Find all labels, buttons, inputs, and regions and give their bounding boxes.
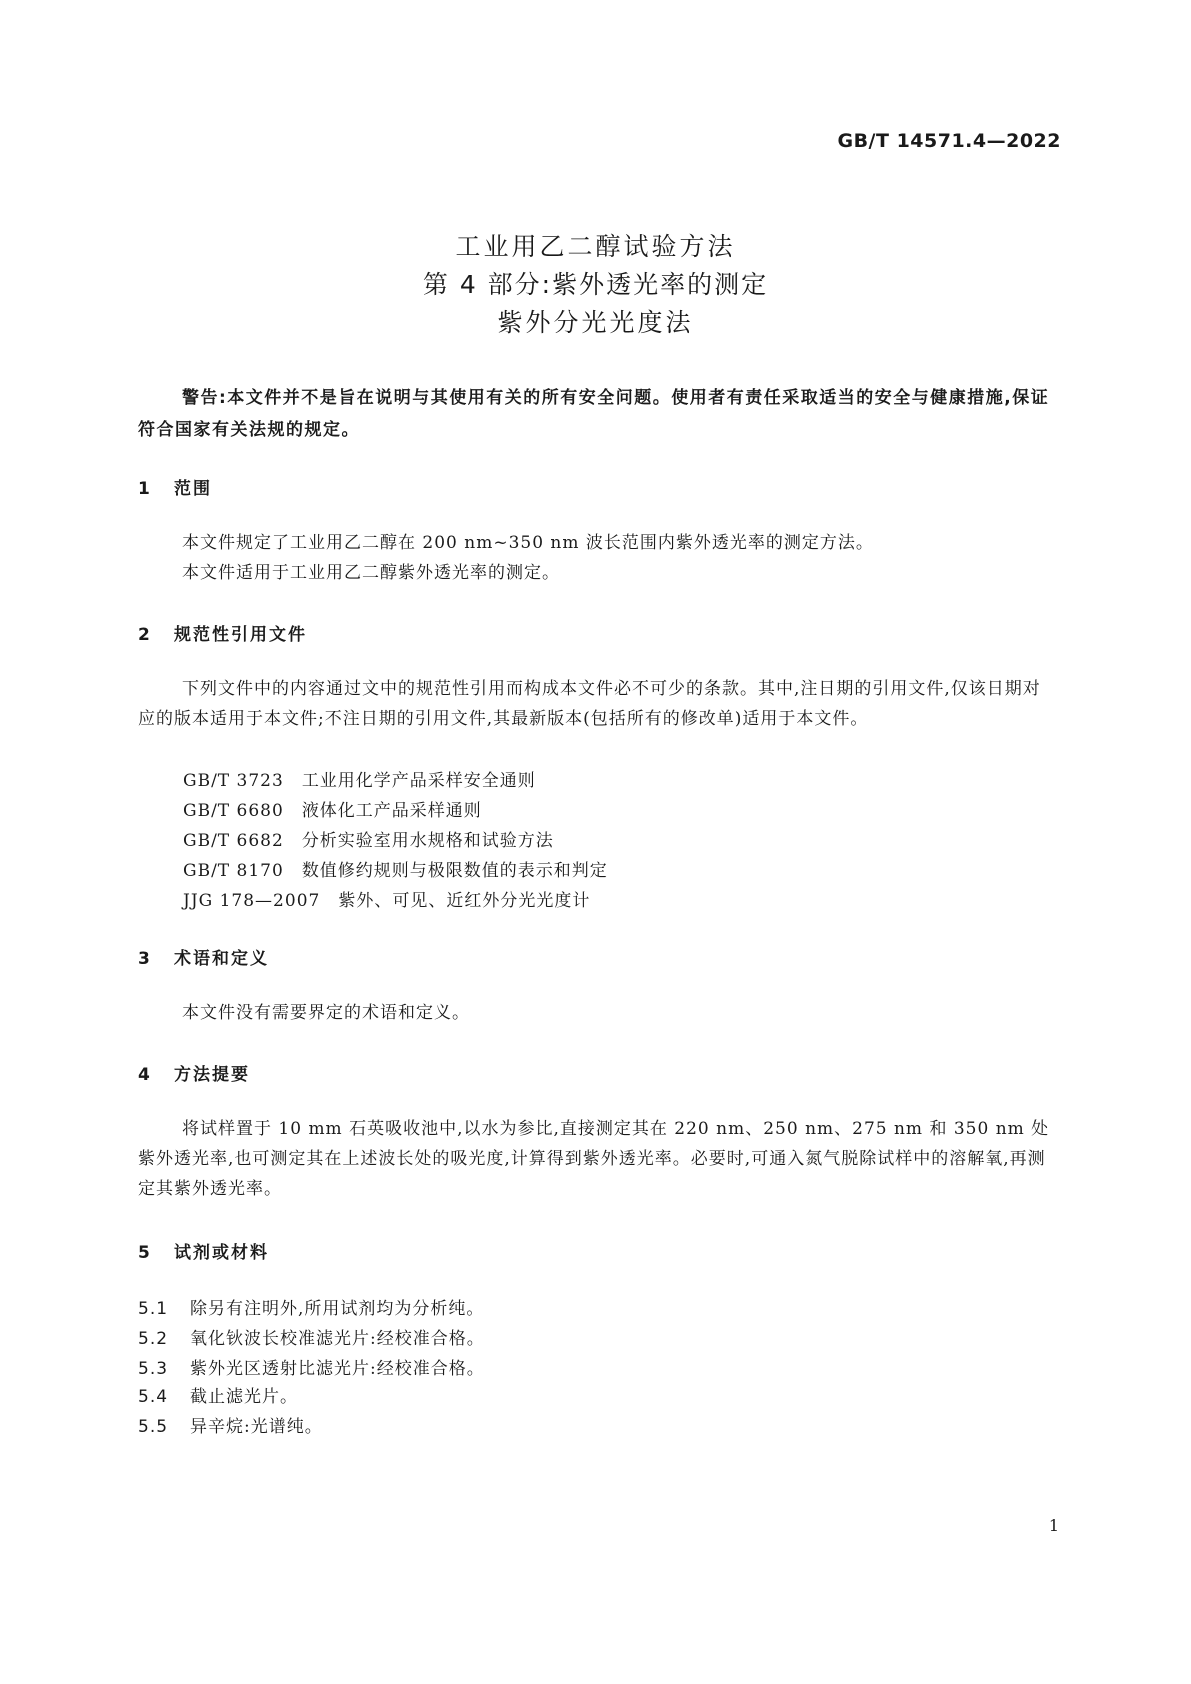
section-number: 2 [138,625,152,645]
section-2-heading [138,620,307,645]
document-title-line-2: 第 4 部分:紫外透光率的测定 [422,270,769,299]
clause-number: 5.4 [138,1387,169,1407]
reference-item [183,886,590,911]
reference-title: 分析实验室用水规格和试验方法 [301,831,554,851]
clause-number: 5.5 [138,1417,169,1437]
section-title: 方法提要 [174,1065,250,1085]
paragraph: 本文件规定了工业用乙二醇在 200 nm~350 nm 波长范围内紫外透光率的测定方法。 [182,533,874,553]
section-4-heading [138,1060,250,1085]
section-number: 1 [138,479,152,499]
clause-text: 除另有注明外,所用试剂均为分析纯。 [190,1299,485,1319]
reference-item [183,826,554,851]
reference-code: GB/T 8170 [183,861,284,881]
clause-item [138,1382,298,1407]
reference-item [183,856,608,881]
paragraph: 本文件没有需要界定的术语和定义。 [182,1003,470,1023]
section-number: 5 [138,1243,152,1263]
clause-text: 异辛烷:光谱纯。 [190,1417,323,1437]
section-title: 术语和定义 [174,949,269,969]
section-title: 范围 [174,479,212,499]
clause-item [138,1412,323,1437]
document-title-line-3: 紫外分光光度法 [497,308,694,337]
reference-title: 紫外、可见、近红外分光光度计 [338,891,591,911]
reference-code: JJG 178—2007 [183,891,321,911]
clause-number: 5.1 [138,1299,169,1319]
reference-title: 工业用化学产品采样安全通则 [301,771,536,791]
page-number: 1 [1048,1516,1059,1535]
reference-item [183,796,482,821]
reference-code: GB/T 3723 [183,771,284,791]
clause-item [138,1294,484,1319]
clause-number: 5.2 [138,1329,169,1349]
reference-item [183,766,536,791]
standard-code: GB/T 14571.4—2022 [837,130,1061,152]
document-title-line-1: 工业用乙二醇试验方法 [455,232,736,261]
reference-title: 数值修约规则与极限数值的表示和判定 [301,861,608,881]
section-4-body [138,1114,1058,1204]
section-2-intro [138,674,1058,734]
section-1-heading [138,474,212,499]
section-number: 3 [138,949,152,969]
section-title: 试剂或材料 [174,1243,269,1263]
paragraph: 将试样置于 10 mm 石英吸收池中,以水为参比,直接测定其在 220 nm、250 nm、275 nm 和 350 nm 处紫外透光率,也可测定其在上述波长处的吸光度,计算得到紫外透光率。必要时,可通入氮气脱除试样中的溶解氧,再测定其紫外透光率。 [138,1119,1050,1199]
reference-code: GB/T 6680 [183,801,284,821]
clause-item [138,1324,485,1349]
section-title: 规范性引用文件 [174,625,307,645]
section-3-heading [138,944,269,969]
section-1-body [138,528,1058,588]
paragraph: 下列文件中的内容通过文中的规范性引用而构成本文件必不可少的条款。其中,注日期的引用文件,仅该日期对应的版本适用于本文件;不注日期的引用文件,其最新版本(包括所有的修改单)适用于本文件。 [138,679,1041,729]
clause-text: 紫外光区透射比滤光片:经校准合格。 [190,1359,485,1379]
clause-item [138,1354,485,1379]
safety-warning: 警告:本文件并不是旨在说明与其使用有关的所有安全问题。使用者有责任采取适当的安全与健康措施,保证符合国家有关法规的规定。 [138,388,1050,440]
clause-number: 5.3 [138,1359,169,1379]
clause-text: 截止滤光片。 [190,1387,298,1407]
clause-text: 氧化钬波长校准滤光片:经校准合格。 [190,1329,485,1349]
section-5-heading [138,1238,269,1263]
reference-code: GB/T 6682 [183,831,284,851]
section-3-body [138,998,1058,1028]
section-number: 4 [138,1065,152,1085]
reference-title: 液体化工产品采样通则 [301,801,482,821]
paragraph: 本文件适用于工业用乙二醇紫外透光率的测定。 [182,563,560,583]
